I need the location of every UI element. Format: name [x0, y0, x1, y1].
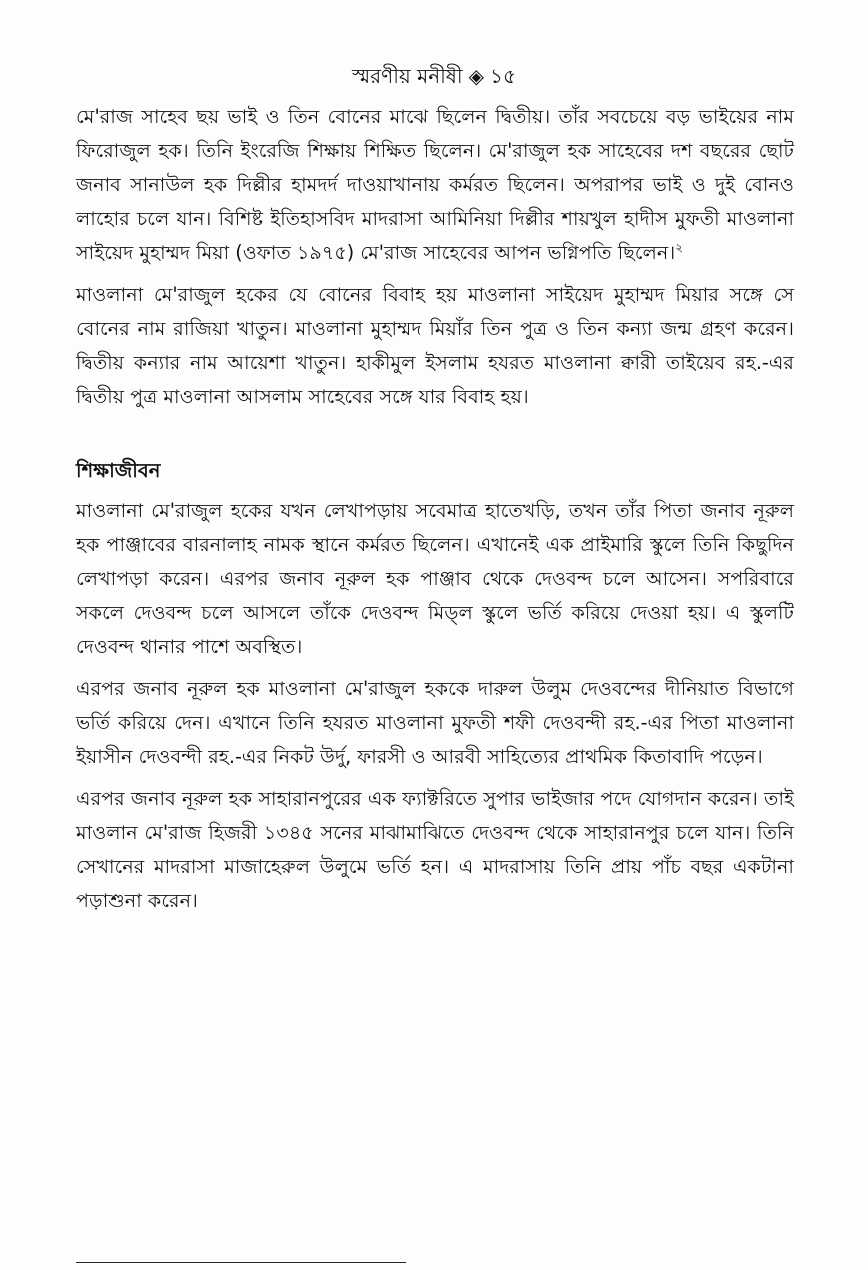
paragraph-family-text: মে'রাজ সাহেব ছয় ভাই ও তিন বোনের মাঝে ছিলেন দ্বিতীয়। তাঁর সবচেয়ে বড় ভাইয়ের নাম ফিরোজুল হক। তিনি ইংরেজি শিক্ষায় শিক্ষিত ছিলেন। মে'রাজুল হক সাহেবের দশ বছরের ছোট জনাব সানাউল হক দিল্লীর হামদর্দ দাওয়াখানায় কর্মরত ছিলেন। অপরাপর ভাই ও দুই বোনও লাহোর চলে যান। বিশিষ্ট ইতিহাসবিদ মাদরাসা আমিনিয়া দিল্লীর শায়খুল হাদীস মুফতী মাওলানা সাইয়েদ মুহাম্মদ মিয়া (ওফাত ১৯৭৫) মে'রাজ সাহেবের আপন ভগ্নিপতি ছিলেন। — [76, 105, 794, 264]
page-number: ১৫ — [490, 64, 516, 88]
running-head — [0, 62, 868, 90]
footnote-divider — [76, 1262, 406, 1263]
section-heading: শিক্ষাজীবন — [76, 459, 161, 482]
paragraph-early-schooling: মাওলানা মে'রাজুল হকের যখন লেখাপড়ায় সবেমাত্র হাতেখড়ি, তখন তাঁর পিতা জনাব নূরুল হক পাঞ্জাবের বারনালাহ নামক স্থানে কর্মরত ছিলেন। এখানেই এক প্রাইমারি স্কুলে তিনি কিছুদিন লেখাপড়া করেন। এরপর জনাব নূরুল হক পাঞ্জাব থেকে দেওবন্দ চলে আসেন। সপরিবারে সকলে দেওবন্দ চলে আসলে তাঁকে দেওবন্দ মিড্‌ল স্কুলে ভর্তি করিয়ে দেওয়া হয়। এ স্কুলটি দেওবন্দ থানার পাশে অবস্থিত। — [76, 499, 794, 658]
paragraph-saharanpur: এরপর জনাব নূরুল হক সাহারানপুরের এক ফ্যাক্টরিতে সুপার ভাইজার পদে যোগদান করেন। তাই মাওলান মে'রাজ হিজরী ১৩৪৫ সনের মাঝামাঝিতে দেওবন্দ থেকে সাহারানপুর চলে যান। তিনি সেখানের মাদরাসা মাজাহেরুল উলুমে ভর্তি হন। এ মাদরাসায় তিনি প্রায় পাঁচ বছর একটানা পড়াশুনা করেন। — [76, 787, 794, 912]
book-title: স্মরণীয় মনীষী — [352, 64, 463, 88]
paragraph-sister-marriage: মাওলানা মে'রাজুল হকের যে বোনের বিবাহ হয় মাওলানা সাইয়েদ মুহাম্মদ মিয়ার সঙ্গে সে বোনের নাম রাজিয়া খাতুন। মাওলানা মুহাম্মদ মিয়াঁর তিন পুত্র ও তিন কন্যা জন্ম গ্রহণ করেন। দ্বিতীয় কন্যার নাম আয়েশা খাতুন। হাকীমুল ইসলাম হযরত মাওলানা ক্বারী তাইয়েব রহ.-এর দ্বিতীয় পুত্র মাওলানা আসলাম সাহেবের সঙ্গে যার বিবাহ হয়। — [76, 283, 794, 408]
footnote-reference: ২ — [675, 240, 684, 255]
paragraph-family — [76, 100, 794, 270]
page-body — [76, 100, 794, 918]
paragraph-deoband-admission: এরপর জনাব নূরুল হক মাওলানা মে'রাজুল হককে দারুল উলুম দেওবন্দের দীনিয়াত বিভাগে ভর্তি করিয়ে দেন। এখানে তিনি হযরত মাওলানা মুফতী শফী দেওবন্দী রহ.-এর পিতা মাওলানা ইয়াসীন দেওবন্দী রহ.-এর নিকট উর্দু, ফারসী ও আরবী সাহিত্যের প্রাথমিক কিতাবাদি পড়েন। — [76, 677, 794, 768]
diamond-separator-icon: ◈ — [468, 64, 485, 88]
